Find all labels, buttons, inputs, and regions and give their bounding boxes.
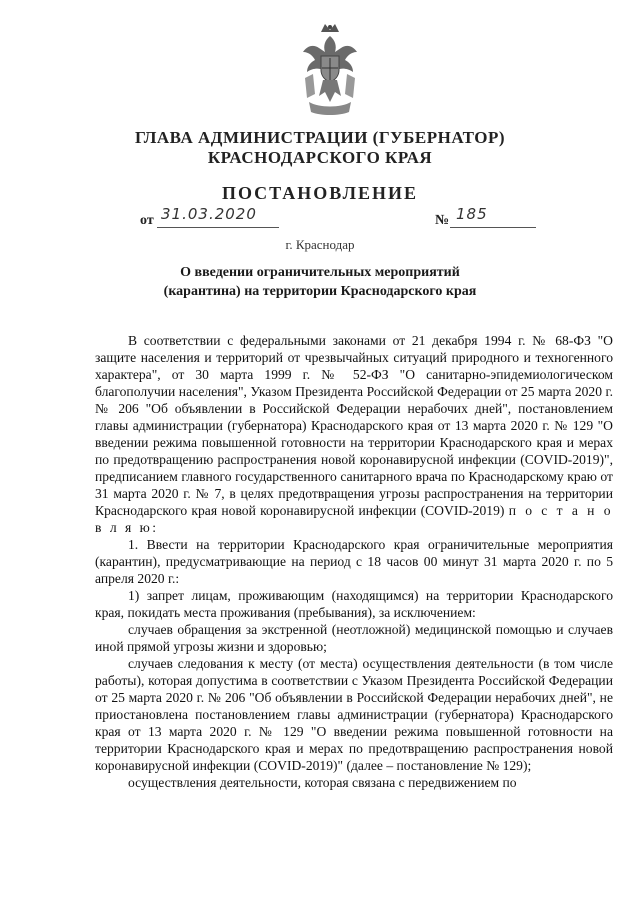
document-title-line1: О введении ограничительных мероприятий — [180, 265, 460, 280]
paragraph-preamble — [95, 332, 613, 536]
date-prefix: от — [140, 213, 154, 228]
preamble-text: В соответствии с федеральными законами от 21 декабря 1994 г. № 68-ФЗ "О защите населения и территорий от чрезвычайных ситуаций природного и техногенного характера", от 30 марта 1999 г. № 52-ФЗ "О санитарно-эпидемиологическом благополучии населения", Указом Президента Российской Федерации от 25 марта 2020 г. № 206 "Об объявлении в Российской Федерации нерабочих дней", постановлением главы администрации (губернатора) Краснодарского края от 13 марта 2020 г. № 129 "О введении режима повышенной готовности на территории Краснодарского края и мерах по предотвращению распространения новой коронавирусной инфекции (COVID-2019)", предписанием главного государственного санитарного врача по Краснодарскому краю от 31 марта 2020 г. № 7, в целях предотвращения угрозы распространения на территории Краснодарского края новой коронавирусной инфекции (COVID-2019) — [95, 333, 613, 518]
paragraph-exception-3: осуществления деятельности, которая связана с передвижением по — [128, 775, 517, 790]
paragraph-item-1: 1. Ввести на территории Краснодарского края ограничительные мероприятия (карантин), предусматривающие на период с 18 часов 00 минут 31 марта 2020 г. по 5 апреля 2020 г.: — [95, 537, 613, 586]
paragraph-subitem-1: 1) запрет лицам, проживающим (находящимся) на территории Краснодарского края, покидать места проживания (пребывания), за исключением: — [95, 588, 613, 620]
authority-title-line2: КРАСНОДАРСКОГО КРАЯ — [207, 148, 433, 167]
coat-of-arms-emblem — [299, 22, 361, 118]
document-title-line2: (карантина) на территории Краснодарского края — [163, 284, 477, 299]
document-type: ПОСТАНОВЛЕНИЕ — [221, 183, 419, 203]
paragraph-exception-1: случаев обращения за экстренной (неотложной) медицинской помощью и случаев иной прямой угрозы жизни и здоровью; — [95, 622, 613, 654]
document-body — [95, 332, 613, 791]
document-number: 185 — [450, 205, 536, 228]
document-city: г. Краснодар — [285, 237, 355, 252]
authority-title-line1: ГЛАВА АДМИНИСТРАЦИИ (ГУБЕРНАТОР) — [134, 128, 505, 147]
document-date: 31.03.2020 — [157, 205, 279, 228]
number-prefix: № — [435, 213, 450, 228]
resolve-phrase: п о с т а н о в л я ю: — [95, 503, 613, 535]
paragraph-exception-2: случаев следования к месту (от места) осуществления деятельности (в том числе работы), которая допустима в соответствии с Указом Президента Российской Федерации от 25 марта 2020 г. № 206 "Об объявлении в Российской Федерации нерабочих дней", не приостановлена постановлением главы администрации (губернатора) Краснодарского края от 13 марта 2020 г. № 129 "О введении режима повышенной готовности на территории Краснодарского края и мерах по предотвращению распространения новой коронавирусной инфекции (COVID-2019)" (далее – постановление № 129); — [95, 656, 613, 773]
